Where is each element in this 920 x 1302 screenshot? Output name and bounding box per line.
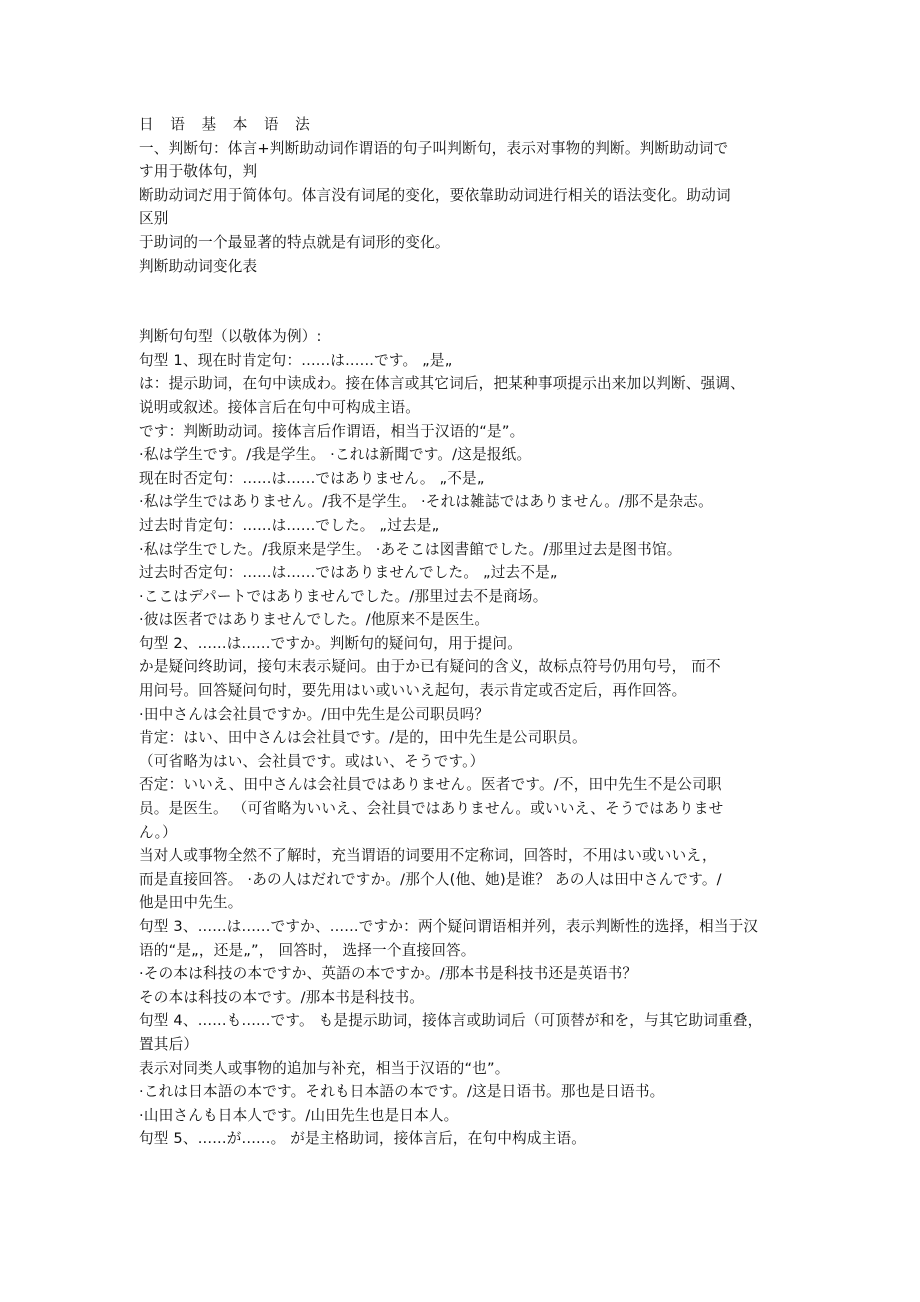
body-line: 置其后） xyxy=(139,1035,199,1053)
body-line: ·その本は科技の本ですか、英語の本ですか。/那本书是科技书还是英语书？ xyxy=(139,965,638,983)
body-line: 当对人或事物全然不了解时，充当谓语的词要用不定称词，回答时，不用はい或いいえ， xyxy=(139,847,717,865)
body-line: 他是田中先生。 xyxy=(139,894,243,912)
intro-section xyxy=(139,137,789,279)
document-title: 日 语 基 本 语 法 xyxy=(139,116,316,133)
intro-line: 断助动词だ用于简体句。体言没有词尾的变化，要依靠助动词进行相关的语法变化。助动词 xyxy=(139,186,731,204)
body-line: （可省略为はい、会社員です。或はい、そうです。） xyxy=(139,752,485,770)
body-line: ·私は学生ではありません。/我不是学生。 ·それは雑誌ではありません。/那不是杂志。 xyxy=(139,493,713,511)
body-line: 句型 2、......は......ですか。判断句的疑问句，用于提问。 xyxy=(139,634,523,652)
body-line: ん。） xyxy=(139,823,177,841)
body-line: は：提示助词，在句中读成わ。接在体言或其它词后，把某种事项提示出来加以判断、强调、 xyxy=(139,375,745,393)
body-line: ·ここはデパートではありませんでした。/那里过去不是商场。 xyxy=(139,587,548,605)
body-line: ·これは日本語の本です。それも日本語の本です。/这是日语书。那也是日语书。 xyxy=(139,1083,665,1101)
body-line: 句型 4、......も......です。 も是提示助词，接体言或助词后（可顶替が和を，与其它助词重叠， xyxy=(139,1012,763,1030)
body-line: 过去时肯定句：......は......でした。 „过去是„ xyxy=(139,516,440,534)
body-line: 句型 3、......は......ですか、......ですか：两个疑问谓语相并列，表示判断性的选择，相当于汉 xyxy=(139,918,759,935)
body-line: 句型 5、......が......。 が是主格助词，接体言后，在句中构成主语。 xyxy=(139,1130,587,1148)
body-line: ·私は学生でした。/我原来是学生。 ·あそこは図書館でした。/那里过去是图书馆。 xyxy=(139,540,682,558)
grammar-section xyxy=(139,325,789,1151)
body-line: 过去时否定句：......は......ではありませんでした。 „过去不是„ xyxy=(139,564,558,582)
body-line: ·彼は医者ではありませんでした。/他原来不是医生。 xyxy=(139,611,490,629)
document-body xyxy=(139,113,789,1151)
body-line: 现在时否定句：......は......ではありません。 „不是„ xyxy=(139,469,485,487)
table-caption: 判断助动词变化表 xyxy=(139,257,258,275)
intro-line: 区别 xyxy=(139,210,169,228)
body-line: 说明或叙述。接体言后在句中可构成主语。 xyxy=(139,398,421,416)
body-line: 而是直接回答。 ·あの人はだれですか。/那个人(他、她)是谁？ あの人は田中さんです。/ xyxy=(139,870,722,888)
body-line: 表示对同类人或事物的追加与补充，相当于汉语的“也”。 xyxy=(139,1059,510,1077)
table-placeholder xyxy=(139,278,789,325)
body-line: 否定：いいえ、田中さんは会社員ではありません。医者です。/不，田中先生不是公司职 xyxy=(139,776,722,794)
intro-line: 一、判断句：体言+判断助动词作谓语的句子叫判断句，表示对事物的判断。判断助动词で xyxy=(139,139,729,157)
body-line: 员。是医生。 （可省略为いいえ、会社員ではありません。或いいえ、そうではありませ xyxy=(139,800,724,818)
body-line: その本は科技の本です。/那本书是科技书。 xyxy=(139,988,425,1006)
body-line: 句型 1、现在时肯定句：......は......です。 „是„ xyxy=(139,351,453,369)
body-line: 语的“是„，还是„”， 回答时， 选择一个直接回答。 xyxy=(139,941,476,959)
body-line: ·私は学生です。/我是学生。 ·これは新聞です。/这是报纸。 xyxy=(139,446,532,464)
intro-line: す用于敬体句，判 xyxy=(139,163,258,181)
body-line: 判断句句型（以敬体为例）: xyxy=(139,328,322,346)
body-line: か是疑问终助词，接句末表示疑问。由于か已有疑问的含义，故标点符号仍用句号， 而不 xyxy=(139,658,721,676)
body-line: ·山田さんも日本人です。/山田先生也是日本人。 xyxy=(139,1106,459,1124)
body-line: ·田中さんは会社員ですか。/田中先生是公司职员吗？ xyxy=(139,705,490,723)
body-line: です：判断助动词。接体言后作谓语，相当于汉语的“是”。 xyxy=(139,422,525,440)
intro-line: 于助词的一个最显著的特点就是有词形的变化。 xyxy=(139,233,450,251)
body-line: 用问号。回答疑问句时，要先用はい或いいえ起句，表示肯定或否定后，再作回答。 xyxy=(139,682,687,700)
body-line: 肯定：はい、田中さんは会社員です。/是的，田中先生是公司职员。 xyxy=(139,729,587,747)
